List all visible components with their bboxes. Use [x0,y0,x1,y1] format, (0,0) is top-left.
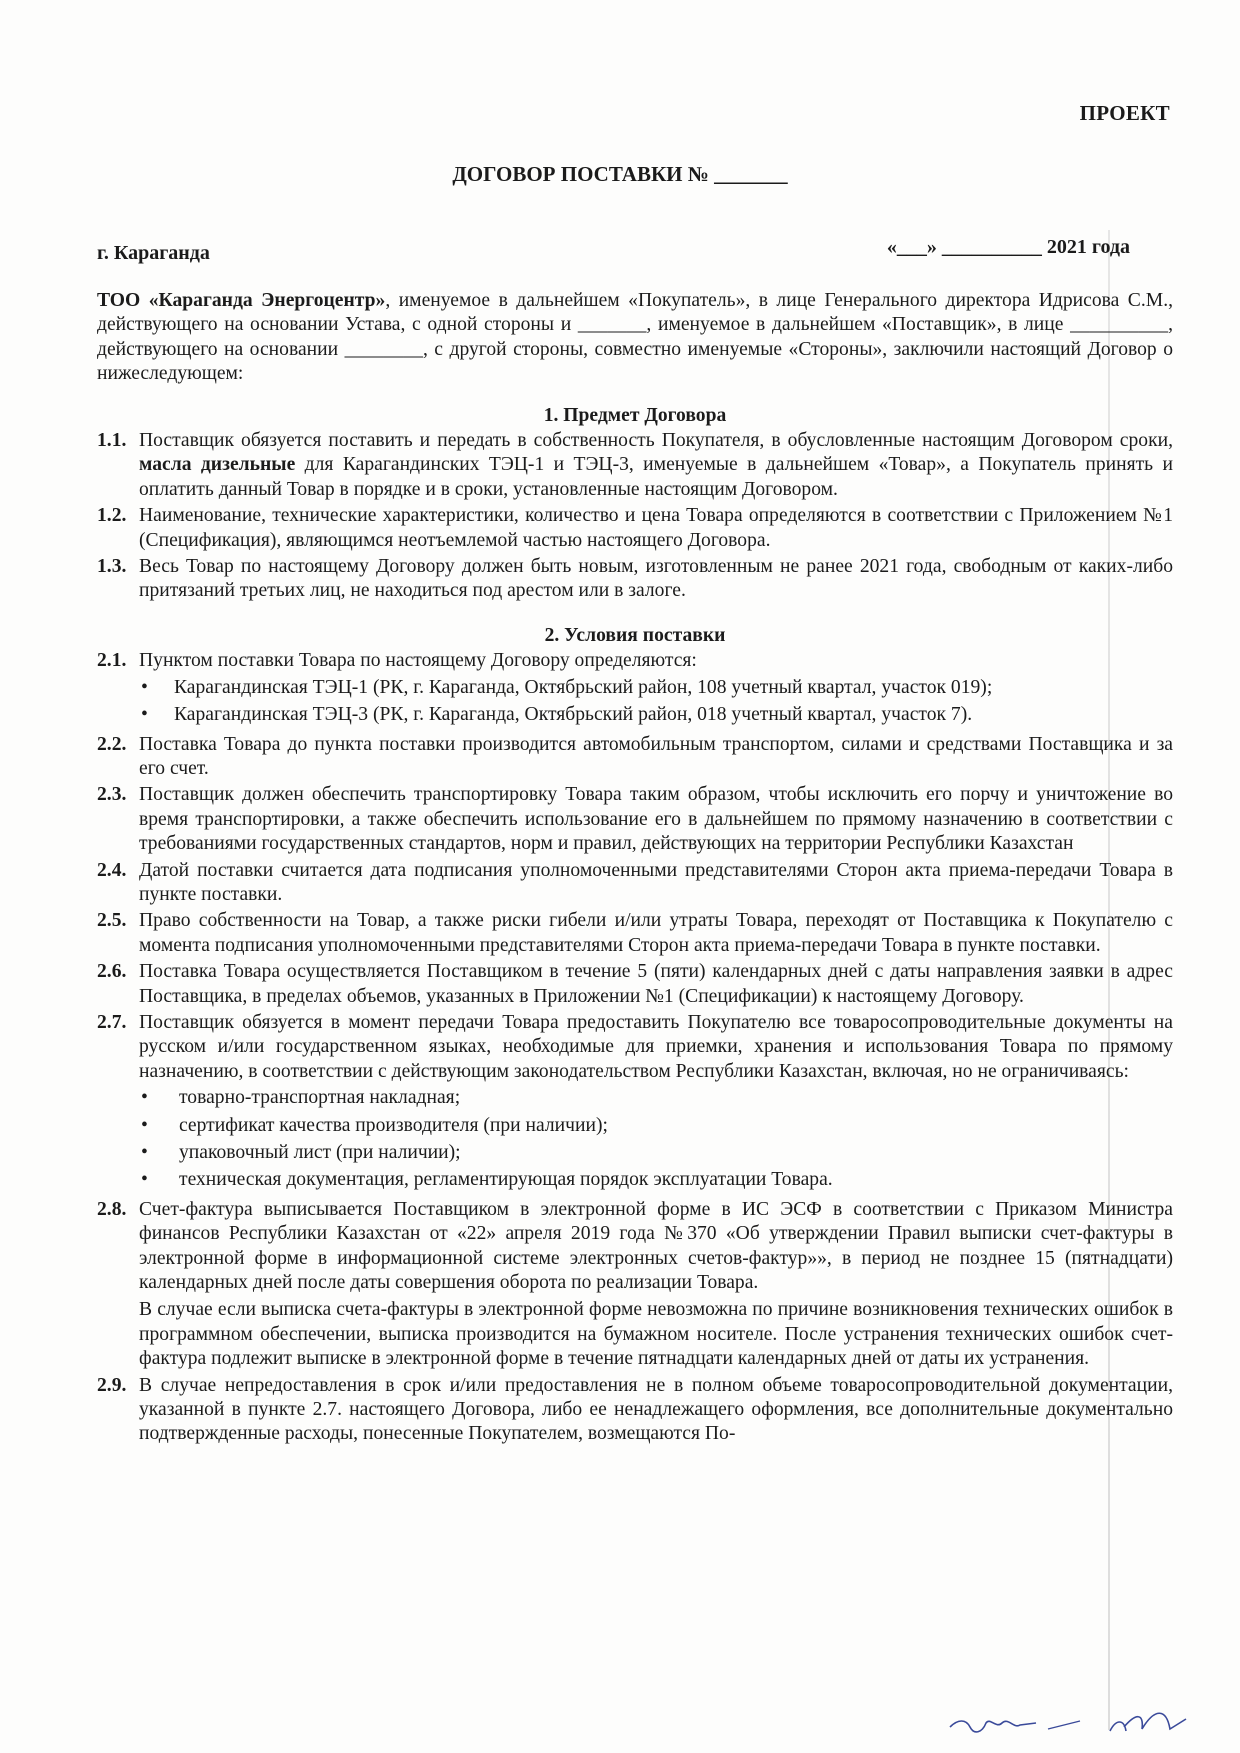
clause-paragraph: Счет-фактура выписывается Поставщиком в электронной форме в ИС ЭСФ в соответствии с Приказом Министра финансов Республики Казахстан от «22» апреля 2019 года №370 «Об утверждении Правил выписки счет-фактуры в электронной форме в информационной системе электронных счетов-фактур»», в период не позднее 15 (пятнадцати) календарных дней после даты совершения оборота по реализации Товара. [139,1198,1173,1294]
clause-text: Весь Товар по настоящему Договору должен быть новым, изготовленным не ранее 2021 года, свободным от каких-либо притязаний третьих лиц, не находиться под арестом или в залоге. [139,556,1173,602]
clause-text: Поставщик должен обеспечить транспортировку Товара таким образом, чтобы исключить его порчу и уничтожение во время транспортировки, а также обеспечить использование его в дальнейшем по прямому назначению в соответствии с требованиями государственных стандартов, норм и правил, действующих на территории Республики Казахстан [139,784,1173,855]
clause-text: Наименование, технические характеристики, количество и цена Товара определяются в соответствии с Приложением №1 (Спецификация), являющимся неотъемлемой частью настоящего Договора. [139,505,1173,551]
clause-paragraph: В случае если выписка счета-фактуры в электронной форме невозможна по причине возникновения технических ошибок в программном обеспечении, выписка производится на бумажном носителе. После устранения технических ошибок счет-фактура подлежит выписке в электронной форме в течение пятнадцати календарных дней от даты их устранения. [139,1299,1173,1370]
contract-city: г. Караганда [97,242,210,264]
clause-number: 1.2. [97,505,127,527]
clause-text: Поставка Товара до пункта поставки производится автомобильным транспортом, силами и средствами Поставщика и за его счет. [139,733,1173,779]
contract-title: ДОГОВОР ПОСТАВКИ № _______ [452,162,788,186]
draft-stamp: ПРОЕКТ [1079,101,1170,125]
clause-2-6 [97,960,1173,1009]
section-1-title: 1. Предмет Договора [543,404,727,426]
clause-2-4 [97,859,1173,908]
clause-2-7 [97,1011,1173,1196]
documents-list [139,1086,1173,1193]
clause-text-part: для Карагандинских ТЭЦ-1 и ТЭЦ-3, именуемые в дальнейшем «Товар», а Покупатель принять и оплатить данный Товар в порядке и в сроки, установленные настоящим Договором. [139,454,1173,500]
delivery-points-list [139,676,1173,728]
clause-number: 2.9. [97,1374,127,1396]
clause-1-3 [97,555,1173,604]
contract-body [97,289,1173,1449]
buyer-name: ТОО «Караганда Энергоцентр» [97,290,386,311]
clause-number: 1.3. [97,556,127,578]
clause-number: 1.1. [97,430,127,452]
clause-text: Право собственности на Товар, а также риски гибели и/или утраты Товара, переходят от Поставщика к Покупателю с момента подписания уполномоченными представителями Сторон акта приема-передачи Товара в пункте поставки. [139,910,1173,956]
clause-number: 2.2. [97,733,127,755]
clause-text [139,1198,1173,1372]
clause-2-5 [97,909,1173,958]
list-item: • Карагандинская ТЭЦ-1 (РК, г. Караганда, Октябрьский район, 108 учетный квартал, участок 019); [139,676,1173,700]
clause-text: В случае непредоставления в срок и/или предоставления не в полном объеме товаросопроводительной документации, указанной в пункте 2.7. настоящего Договора, либо ее ненадлежащего оформления, все дополнительные документально подтвержденные расходы, понесенные Покупателем, возмещаются По- [139,1374,1173,1445]
preamble-text: , именуемое в дальнейшем «Покупатель», в лице Генерального директора Идрисова С.М., действующего на основании Устава, с одной стороны и _______, именуемое в дальнейшем «Поставщик», в лице __________, действующего на основании ________, с другой стороны, совместно именуемые «Стороны», заключили настоящий Договор о нижеследующем: [97,290,1173,385]
clause-text [139,649,1173,730]
clause-1-1 [97,429,1173,502]
list-item: • техническая документация, регламентирующая порядок эксплуатации Товара. [139,1168,1173,1192]
list-item: • сертификат качества производителя (при наличии); [139,1114,1173,1138]
clause-text [139,429,1173,502]
section-2-title: 2. Условия поставки [544,624,726,646]
preamble [97,289,1173,387]
clause-number: 2.7. [97,1011,127,1033]
clause-text-part: Поставщик обязуется поставить и передать в собственность Покупателя, в обусловленные настоящим Договором сроки, [139,430,1173,452]
clause-number: 2.4. [97,859,127,881]
clause-text-part: Пунктом поставки Товара по настоящему Договору определяются: [139,650,697,672]
clause-2-9 [97,1374,1173,1447]
clause-number: 2.1. [97,650,127,672]
list-item: • товарно-транспортная накладная; [139,1086,1173,1110]
clause-2-3 [97,783,1173,856]
clause-1-2 [97,504,1173,553]
contract-date: «___» __________ 2021 года [886,236,1130,258]
clause-number: 2.5. [97,910,127,932]
handwritten-initials-icon [940,1699,1200,1739]
list-item: • упаковочный лист (при наличии); [139,1141,1173,1165]
list-item: • Карагандинская ТЭЦ-3 (РК, г. Караганда, Октябрьский район, 018 учетный квартал, участок 7). [139,703,1173,727]
clause-text-part: Поставщик обязуется в момент передачи Товара предоставить Покупателю все товаросопроводительные документы на русском и/или государственном языках, необходимые для приемки, хранения и использования Товара по прямому назначению, в соответствии с действующим законодательством Республики Казахстан, включая, но не ограничиваясь: [139,1011,1173,1082]
clause-text: Датой поставки считается дата подписания уполномоченными представителями Сторон акта приема-передачи Товара в пункте поставки. [139,859,1173,905]
clause-2-2 [97,733,1173,782]
clause-text: Поставка Товара осуществляется Поставщиком в течение 5 (пяти) календарных дней с даты направления заявки в адрес Поставщика, в пределах объемов, указанных в Приложении №1 (Спецификации) к настоящему Договору. [139,961,1173,1007]
clause-number: 2.8. [97,1198,127,1220]
clause-text [139,1011,1173,1196]
clause-2-8 [97,1198,1173,1372]
clause-number: 2.6. [97,961,127,983]
clause-number: 2.3. [97,784,127,806]
clause-2-1 [97,649,1173,730]
product-name: масла дизельные [139,454,296,476]
